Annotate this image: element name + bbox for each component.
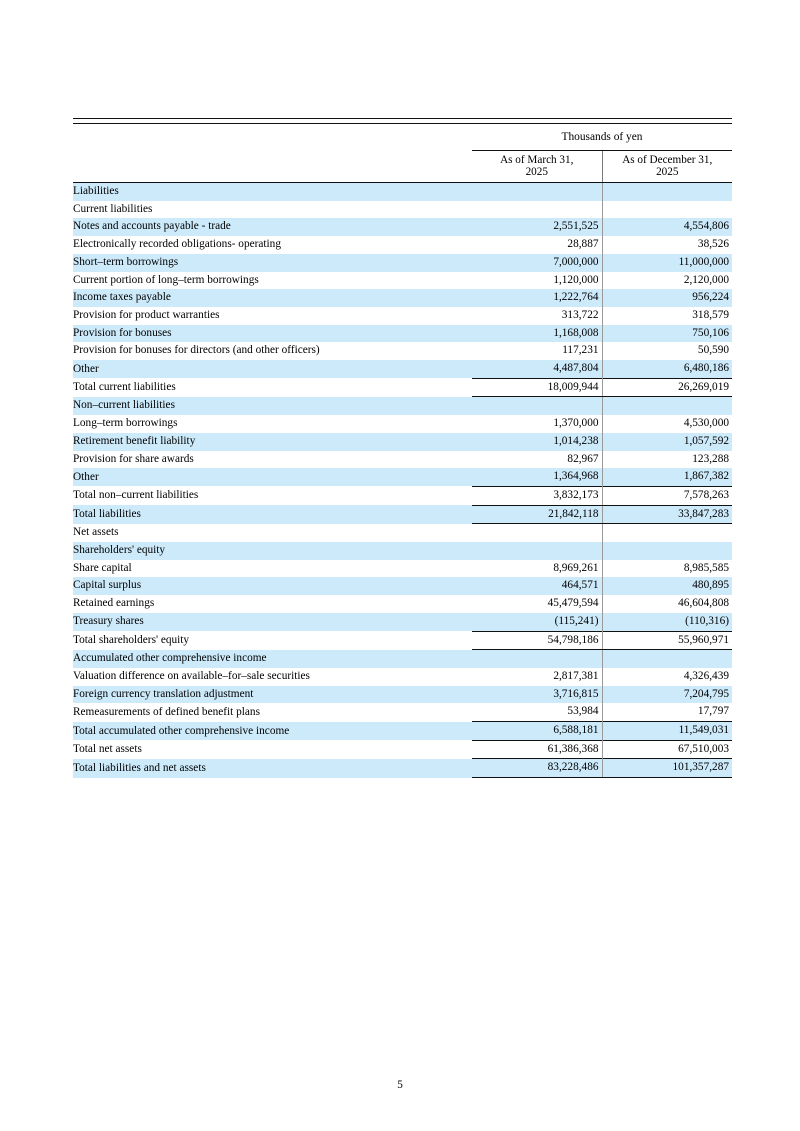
table-row xyxy=(73,686,732,704)
table-row xyxy=(73,505,732,524)
table-row xyxy=(73,703,732,721)
row-value-march: 2,551,525 xyxy=(472,218,602,236)
row-value-december: 26,269,019 xyxy=(602,378,732,397)
table-row xyxy=(73,342,732,360)
row-value-december: 11,549,031 xyxy=(602,722,732,741)
row-label: Remeasurements of defined benefit plans xyxy=(73,705,260,718)
row-label: Net assets xyxy=(73,526,119,539)
table-row xyxy=(73,560,732,578)
table-row xyxy=(73,236,732,254)
row-label: Income taxes payable xyxy=(73,289,472,307)
row-value-march: 1,120,000 xyxy=(472,272,602,290)
row-value-march xyxy=(472,183,602,201)
unit-header-label: Thousands of yen xyxy=(472,124,732,151)
row-label: Liabilities xyxy=(73,183,472,201)
row-value-march: 6,588,181 xyxy=(472,722,602,741)
column-header-march xyxy=(472,151,602,183)
row-value-march: 1,168,008 xyxy=(472,325,602,343)
row-value-december: 1,867,382 xyxy=(602,468,732,486)
row-value-december: 4,530,000 xyxy=(683,417,729,430)
row-label: Share capital xyxy=(73,561,132,574)
table-row xyxy=(73,218,732,236)
table-row xyxy=(73,486,732,505)
table-row xyxy=(73,360,732,378)
table-row xyxy=(73,378,732,397)
table-row xyxy=(73,524,732,542)
table-row xyxy=(73,254,732,272)
row-label: Valuation difference on available–for–sale securities xyxy=(73,669,310,682)
column-header-march-line1: As of March 31, xyxy=(500,153,574,166)
row-value-december xyxy=(602,397,732,415)
table-body xyxy=(73,183,732,778)
row-value-december: 7,578,263 xyxy=(602,486,732,505)
table-row xyxy=(73,542,732,560)
row-value-december: 101,357,287 xyxy=(602,759,732,778)
row-value-march xyxy=(472,524,602,542)
row-value-december: 4,326,439 xyxy=(683,669,729,682)
row-label: Foreign currency translation adjustment xyxy=(73,686,472,704)
row-value-december: 8,985,585 xyxy=(683,561,729,574)
row-value-december: 50,590 xyxy=(697,344,729,357)
row-label: Capital surplus xyxy=(73,577,472,595)
row-value-december: 2,120,000 xyxy=(683,273,729,286)
row-value-december: 55,960,971 xyxy=(602,631,732,650)
table-row xyxy=(73,433,732,451)
column-header-december-line2: 2025 xyxy=(656,165,679,178)
row-value-march xyxy=(472,201,602,219)
row-value-december: 1,057,592 xyxy=(602,433,732,451)
row-value-december: 38,526 xyxy=(697,238,729,251)
table-row xyxy=(73,577,732,595)
row-value-march: 83,228,486 xyxy=(472,759,602,778)
row-value-march: 54,798,186 xyxy=(472,631,602,650)
table-row xyxy=(73,325,732,343)
row-label: Total accumulated other comprehensive income xyxy=(73,722,472,741)
row-label: Current portion of long–term borrowings xyxy=(73,273,259,286)
row-value-december: 7,204,795 xyxy=(602,686,732,704)
row-value-march: (115,241) xyxy=(472,613,602,631)
row-label: Retirement benefit liability xyxy=(73,433,472,451)
row-value-march: 1,222,764 xyxy=(472,289,602,307)
row-value-march: 45,479,594 xyxy=(472,595,602,613)
row-label: Shareholders' equity xyxy=(73,542,472,560)
row-value-march: 7,000,000 xyxy=(472,254,602,272)
row-value-december: 480,895 xyxy=(602,577,732,595)
table-header-group xyxy=(73,119,732,183)
row-value-december: 46,604,808 xyxy=(678,597,729,610)
row-label: Total liabilities and net assets xyxy=(73,759,472,778)
row-value-december: 956,224 xyxy=(602,289,732,307)
row-value-march: 4,487,804 xyxy=(472,360,602,378)
row-label: Other xyxy=(73,468,472,486)
row-value-march: 53,984 xyxy=(472,703,602,721)
column-header-december-line1: As of December 31, xyxy=(622,153,713,166)
row-label: Treasury shares xyxy=(73,613,472,631)
table-row xyxy=(73,289,732,307)
table-row xyxy=(73,415,732,433)
row-value-march: 3,716,815 xyxy=(472,686,602,704)
row-label: Total current liabilities xyxy=(73,381,176,394)
row-value-march: 18,009,944 xyxy=(472,378,602,397)
table-row xyxy=(73,307,732,325)
table-row xyxy=(73,631,732,650)
row-value-march: 28,887 xyxy=(472,236,602,254)
row-value-march: 8,969,261 xyxy=(472,560,602,578)
row-value-december: 11,000,000 xyxy=(602,254,732,272)
row-label: Provision for product warranties xyxy=(73,308,220,321)
row-value-march: 1,364,968 xyxy=(472,468,602,486)
row-label: Provision for bonuses xyxy=(73,325,472,343)
row-value-december xyxy=(602,650,732,668)
unit-header-row xyxy=(73,124,732,151)
row-value-december: (110,316) xyxy=(602,613,732,631)
row-label: Current liabilities xyxy=(73,202,153,215)
table-row xyxy=(73,722,732,741)
row-value-december xyxy=(602,201,732,219)
table-row xyxy=(73,668,732,686)
column-header-spacer xyxy=(73,151,472,183)
row-value-december: 750,106 xyxy=(602,325,732,343)
row-label: Provision for share awards xyxy=(73,452,194,465)
row-value-december: 33,847,283 xyxy=(602,505,732,524)
row-label: Provision for bonuses for directors (and other officers) xyxy=(73,344,320,357)
row-label: Retained earnings xyxy=(73,597,155,610)
row-value-december xyxy=(602,183,732,201)
row-value-december xyxy=(602,524,732,542)
balance-sheet-table xyxy=(73,118,732,778)
column-header-row xyxy=(73,151,732,183)
row-label: Other xyxy=(73,360,472,378)
row-value-december: 123,288 xyxy=(692,452,729,465)
table-row xyxy=(73,595,732,613)
row-value-march: 82,967 xyxy=(472,451,602,469)
row-label: Total shareholders' equity xyxy=(73,634,190,647)
table-row xyxy=(73,650,732,668)
row-label: Notes and accounts payable - trade xyxy=(73,218,472,236)
row-label: Total net assets xyxy=(73,743,142,756)
table-row xyxy=(73,201,732,219)
row-value-march: 1,014,238 xyxy=(472,433,602,451)
table-row xyxy=(73,613,732,631)
row-label: Total liabilities xyxy=(73,505,472,524)
column-header-december xyxy=(602,151,732,183)
row-value-december: 67,510,003 xyxy=(602,740,732,759)
row-value-march: 1,370,000 xyxy=(472,415,602,433)
row-value-december: 4,554,806 xyxy=(602,218,732,236)
page-number: 5 xyxy=(397,1079,403,1091)
row-value-december: 318,579 xyxy=(692,308,729,321)
row-label: Electronically recorded obligations- operating xyxy=(73,238,281,251)
table-row xyxy=(73,183,732,201)
row-value-march: 21,842,118 xyxy=(472,505,602,524)
table-row xyxy=(73,759,732,778)
row-value-march xyxy=(472,542,602,560)
row-value-march: 464,571 xyxy=(472,577,602,595)
row-value-december: 17,797 xyxy=(697,705,729,718)
column-header-march-line2: 2025 xyxy=(525,165,548,178)
row-value-march xyxy=(472,397,602,415)
row-label: Short–term borrowings xyxy=(73,254,472,272)
table-row xyxy=(73,468,732,486)
row-value-march: 117,231 xyxy=(472,342,602,360)
row-label: Long–term borrowings xyxy=(73,417,178,430)
row-value-march: 61,386,368 xyxy=(472,740,602,759)
row-value-march: 2,817,381 xyxy=(472,668,602,686)
row-label: Accumulated other comprehensive income xyxy=(73,650,472,668)
row-value-december xyxy=(602,542,732,560)
table-row xyxy=(73,272,732,290)
row-label: Total non–current liabilities xyxy=(73,489,199,502)
row-value-march xyxy=(472,650,602,668)
table-row xyxy=(73,740,732,759)
row-value-march: 3,832,173 xyxy=(472,486,602,505)
table-row xyxy=(73,397,732,415)
row-value-december: 6,480,186 xyxy=(602,360,732,378)
table-row xyxy=(73,451,732,469)
unit-header-spacer xyxy=(73,124,472,151)
row-label: Non–current liabilities xyxy=(73,397,472,415)
row-value-march: 313,722 xyxy=(472,307,602,325)
